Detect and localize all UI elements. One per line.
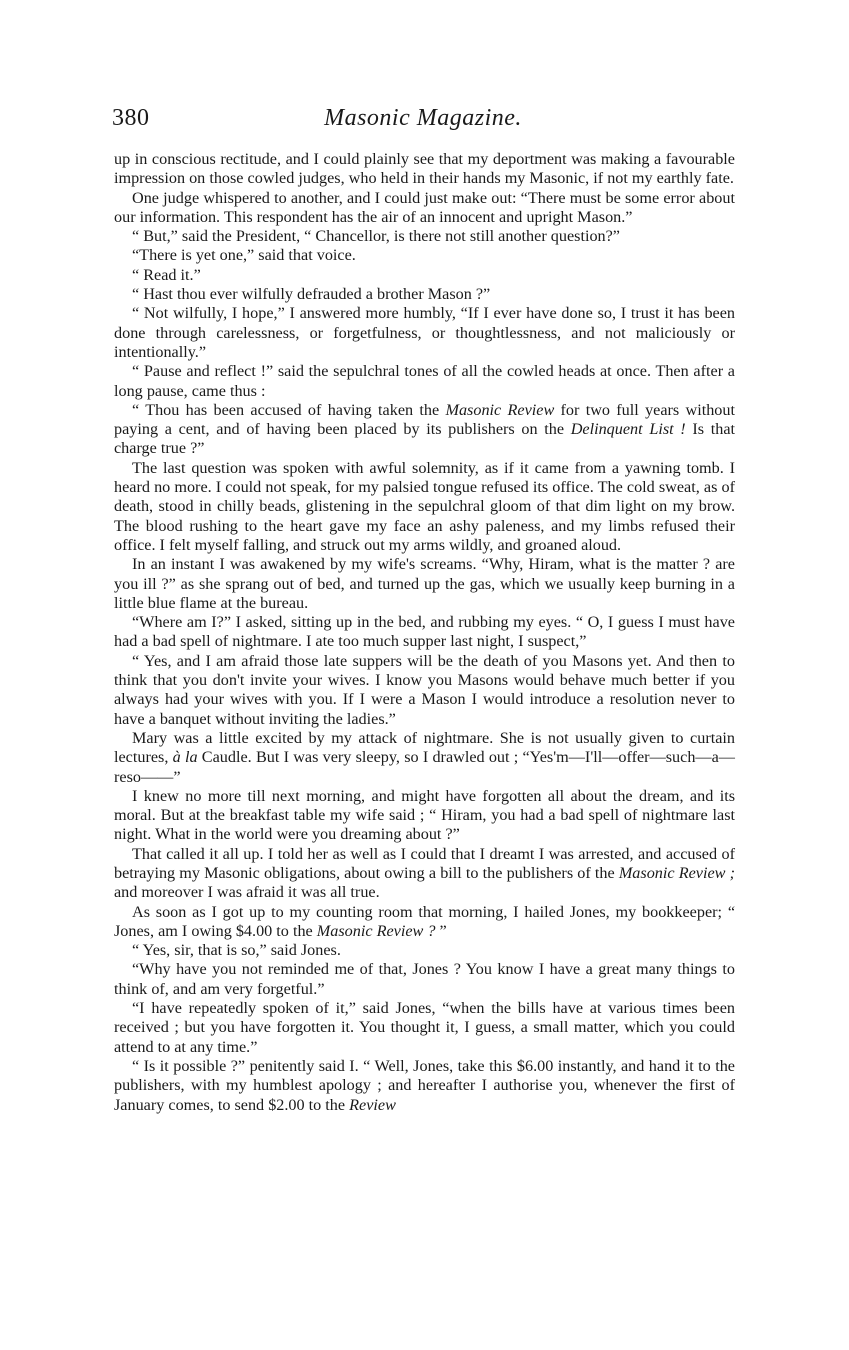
paragraph [114,189,735,228]
paragraph [114,227,735,246]
paragraph [114,401,735,459]
paragraph [114,459,735,555]
italic-title: Masonic Review [445,400,555,419]
text-run: The last question was spoken with awful solemnity, as if it came from a yawning tomb. I heard no more. I could not speak, for my palsied tongue refused its office. The cold sweat, as of death, stood in chilly beads, glistening in the sepulchral gloom of that dim light on my brow. The blood rushing to the heart gave my face an ashy paleness, and my limbs refused their office. I felt myself falling, and struck out my arms wildly, and groaned aloud. [114,458,735,554]
text-run: “ Pause and reflect !” said the sepulchral tones of all the cowled heads at once. Then after a long pause, came thus : [114,362,735,400]
text-run: and moreover I was afraid it was all true. [114,883,380,902]
text-run: “Why have you not reminded me of that, Jones ? You know I have a great many things to think of, and am very forgetful.” [114,960,735,998]
paragraph [114,652,735,729]
paragraph [114,1057,735,1115]
text-run: One judge whispered to another, and I could just make out: “There must be some error about our information. This respondent has the air of an innocent and upright Mason.” [114,188,735,226]
paragraph [114,960,735,999]
paragraph [114,362,735,401]
paragraph [114,729,735,787]
paragraph [114,285,735,304]
paragraph [114,555,735,613]
text-run: “There is yet one,” said that voice. [132,246,356,265]
italic-title: Masonic Review ; [618,863,735,882]
paragraph [114,304,735,362]
italic-title: Delinquent List ! [570,420,686,439]
text-run: Caudle. But I was very sleepy, so I drawled out ; “Yes'm—I'll—offer—such—a—reso——” [114,748,735,786]
paragraph [114,246,735,265]
text-run: Is that charge true ?” [114,420,735,458]
paragraph [114,999,735,1057]
text-run: “ But,” said the President, “ Chancellor, is there not still another question?” [132,227,620,246]
paragraph [114,845,735,903]
text-run: In an instant I was awakened by my wife's screams. “Why, Hiram, what is the matter ? are you ill ?” as she sprang out of bed, and turned up the gas, which we usually keep burning in a little blue flame at the bureau. [114,555,735,612]
paragraph [114,266,735,285]
running-head [112,100,734,136]
text-run: up in conscious rectitude, and I could plainly see that my deportment was making a favourable impression on those cowled judges, who held in their hands my Masonic, if not my earthly fate. [114,150,735,188]
text-run: Mary was a little excited by my attack of nightmare. She is not usually given to curtain lectures, [114,728,735,767]
italic-title: Review [349,1095,396,1114]
paragraph [114,150,735,189]
journal-title: Masonic Magazine. [324,105,522,131]
paragraph [114,903,735,942]
italic-title: Masonic Review ? [316,921,436,940]
text-run: That called it all up. I told her as well as I could that I dreamt I was arrested, and accused of betraying my Masonic obligations, about owing a bill to the publishers of the [114,844,735,882]
paragraph [114,941,735,960]
text-run: “I have repeatedly spoken of it,” said Jones, “when the bills have at various times been received ; but you have forgotten it. You thought it, I guess, a small matter, which you could attend to at any time.” [114,999,735,1056]
text-run: “ Thou has been accused of having taken the [132,400,446,419]
article-body [114,150,735,1115]
text-run: I knew no more till next morning, and might have forgotten all about the dream, and its moral. But at the breakfast table my wife said ; “ Hiram, you had a bad spell of nightmare last night. What in the world were you dreaming about ?” [114,786,735,844]
text-run: “Where am I?” I asked, sitting up in the bed, and rubbing my eyes. “ O, I guess I must have had a bad spell of nightmare. I ate too much supper last night, I suspect,” [114,613,735,651]
paragraph [114,787,735,845]
text-run: “ Yes, sir, that is so,” said Jones. [132,941,341,960]
text-run: “ Read it.” [132,265,201,284]
text-run: As soon as I got up to my counting room that morning, I hailed Jones, my bookkeeper; “ Jones, am I owing $4.00 to the [114,902,735,940]
page-number: 380 [112,105,150,131]
text-run: for two full years without paying a cent, and of having been placed by its publishers on the [114,400,735,439]
text-run: “ Yes, and I am afraid those late suppers will be the death of you Masons yet. And then to think that you don't invite your wives. I know you Masons would behave much better if you always had your wives with you. If I were a Mason I would introduce a resolution never to have a banquet without inviting the ladies.” [114,651,735,728]
italic-title: à la [172,748,198,767]
text-run: “ Not wilfully, I hope,” I answered more humbly, “If I ever have done so, I trust it has been done through carelessness, or forgetfulness, or thoughtlessness, and not maliciously or intentionally.” [114,304,735,361]
paragraph [114,613,735,652]
text-run: ” [435,921,447,940]
text-run: “ Is it possible ?” penitently said I. “ Well, Jones, take this $6.00 instantly, and hand it to the publishers, with my humblest apology ; and hereafter I authorise you, whenever the first of January comes, to send $2.00 to the [114,1056,735,1114]
text-run: “ Hast thou ever wilfully defrauded a brother Mason ?” [132,285,491,304]
